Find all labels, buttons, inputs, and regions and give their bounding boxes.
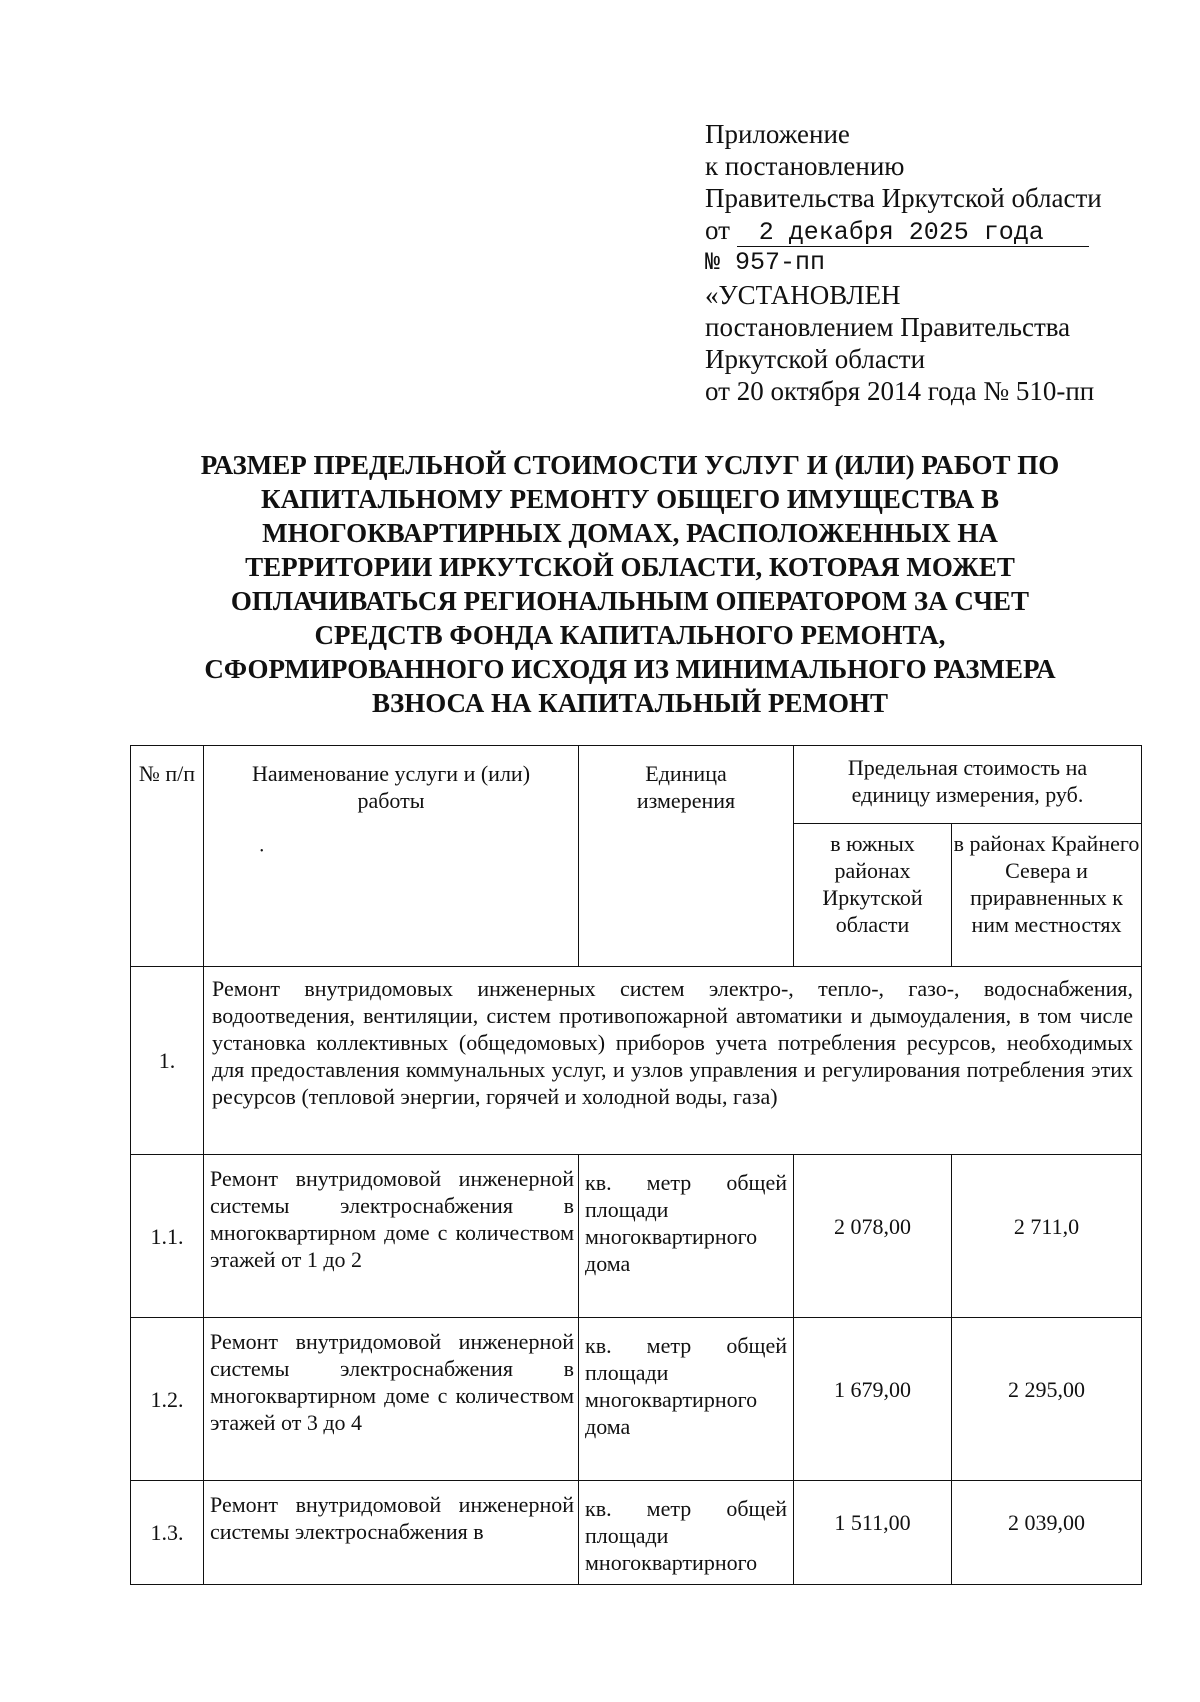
row-name: Ремонт внутридомовой инженерной системы электроснабжения в многоквартирном доме с количеством этажей от 1 до 2 — [204, 1155, 579, 1318]
row-unit: кв. метр общей площади многоквартирного — [579, 1481, 794, 1585]
row-unit: кв. метр общей площади многоквартирного дома — [579, 1318, 794, 1481]
section-description: Ремонт внутридомовых инженерных систем электро-, тепло-, газо-, водоснабжения, водоотведения, вентиляции, систем противопожарной автоматики и дымоудаления, в том числе установка коллективных (общедомовых) приборов учета потребления ресурсов, необходимых для предоставления коммунальных услуг, и узлов управления и регулирования потребления этих ресурсов (тепловой энергии, горячей и холодной воды, газа) — [204, 967, 1142, 1155]
established-heading: «УСТАНОВЛЕН — [705, 280, 901, 310]
table-row — [131, 1318, 1142, 1481]
title-line: КАПИТАЛЬНОМУ РЕМОНТУ ОБЩЕГО ИМУЩЕСТВА В — [261, 484, 999, 514]
title-line: РАЗМЕР ПРЕДЕЛЬНОЙ СТОИМОСТИ УСЛУГ И (ИЛИ) РАБОТ ПО — [200, 450, 1060, 480]
approval-line: Иркутской области — [705, 344, 926, 374]
title-line: МНОГОКВАРТИРНЫХ ДОМАХ, РАСПОЛОЖЕННЫХ НА — [262, 518, 998, 548]
approval-line: Правительства Иркутской области — [705, 183, 1102, 213]
row-north-price: 2 039,00 — [952, 1481, 1142, 1585]
date-prefix: от — [705, 215, 730, 245]
approval-line: постановлением Правительства — [705, 312, 1071, 342]
header-row — [131, 746, 1142, 824]
row-south-price: 2 078,00 — [794, 1155, 952, 1318]
row-north-price: 2 295,00 — [952, 1318, 1142, 1481]
title-line: СРЕДСТВ ФОНДА КАПИТАЛЬНОГО РЕМОНТА, — [314, 620, 946, 650]
row-num: 1.3. — [131, 1481, 204, 1585]
title-line: СФОРМИРОВАННОГО ИСХОДЯ ИЗ МИНИМАЛЬНОГО РАЗМЕРА — [204, 654, 1056, 684]
title-line: ОПЛАЧИВАТЬСЯ РЕГИОНАЛЬНЫМ ОПЕРАТОРОМ ЗА СЧЕТ — [230, 586, 1030, 616]
title-line: ВЗНОСА НА КАПИТАЛЬНЫЙ РЕМОНТ — [371, 688, 889, 718]
row-name: Ремонт внутридомовой инженерной системы электроснабжения в многоквартирном доме с количеством этажей от 3 до 4 — [204, 1318, 579, 1481]
approval-line: к постановлению — [705, 151, 905, 181]
price-table — [130, 745, 1142, 1585]
document-title — [140, 448, 1120, 720]
header-north: в районах Крайнего Севера и приравненных к ним местностях — [952, 824, 1142, 967]
row-south-price: 1 511,00 — [794, 1481, 952, 1585]
row-unit: кв. метр общей площади многоквартирного дома — [579, 1155, 794, 1318]
row-num: 1.2. — [131, 1318, 204, 1481]
resolution-number: № 957-пп — [705, 248, 826, 277]
approval-date-line — [705, 214, 1175, 247]
title-line: ТЕРРИТОРИИ ИРКУТСКОЙ ОБЛАСТИ, КОТОРАЯ МОЖЕТ — [245, 552, 1015, 582]
approval-line: Приложение — [705, 119, 850, 149]
table-row — [131, 1155, 1142, 1318]
table-row — [131, 1481, 1142, 1585]
row-south-price: 1 679,00 — [794, 1318, 952, 1481]
header-price: Предельная стоимость на единицу измерения, руб. — [794, 746, 1142, 824]
approval-block — [705, 118, 1175, 407]
header-name: Наименование услуги и (или) работы — [204, 746, 579, 967]
resolution-date: 2 декабря 2025 года — [737, 220, 1089, 247]
header-num: № п/п — [131, 746, 204, 967]
section-num: 1. — [131, 967, 204, 1155]
header-south: в южных районах Иркутской области — [794, 824, 952, 967]
original-resolution: от 20 октября 2014 года № 510-пп — [705, 376, 1095, 406]
scan-dot: • — [260, 846, 264, 857]
header-unit: Единица измерения — [579, 746, 794, 967]
row-num: 1.1. — [131, 1155, 204, 1318]
row-north-price: 2 711,0 — [952, 1155, 1142, 1318]
row-name: Ремонт внутридомовой инженерной системы электроснабжения в — [204, 1481, 579, 1585]
section-row — [131, 967, 1142, 1155]
